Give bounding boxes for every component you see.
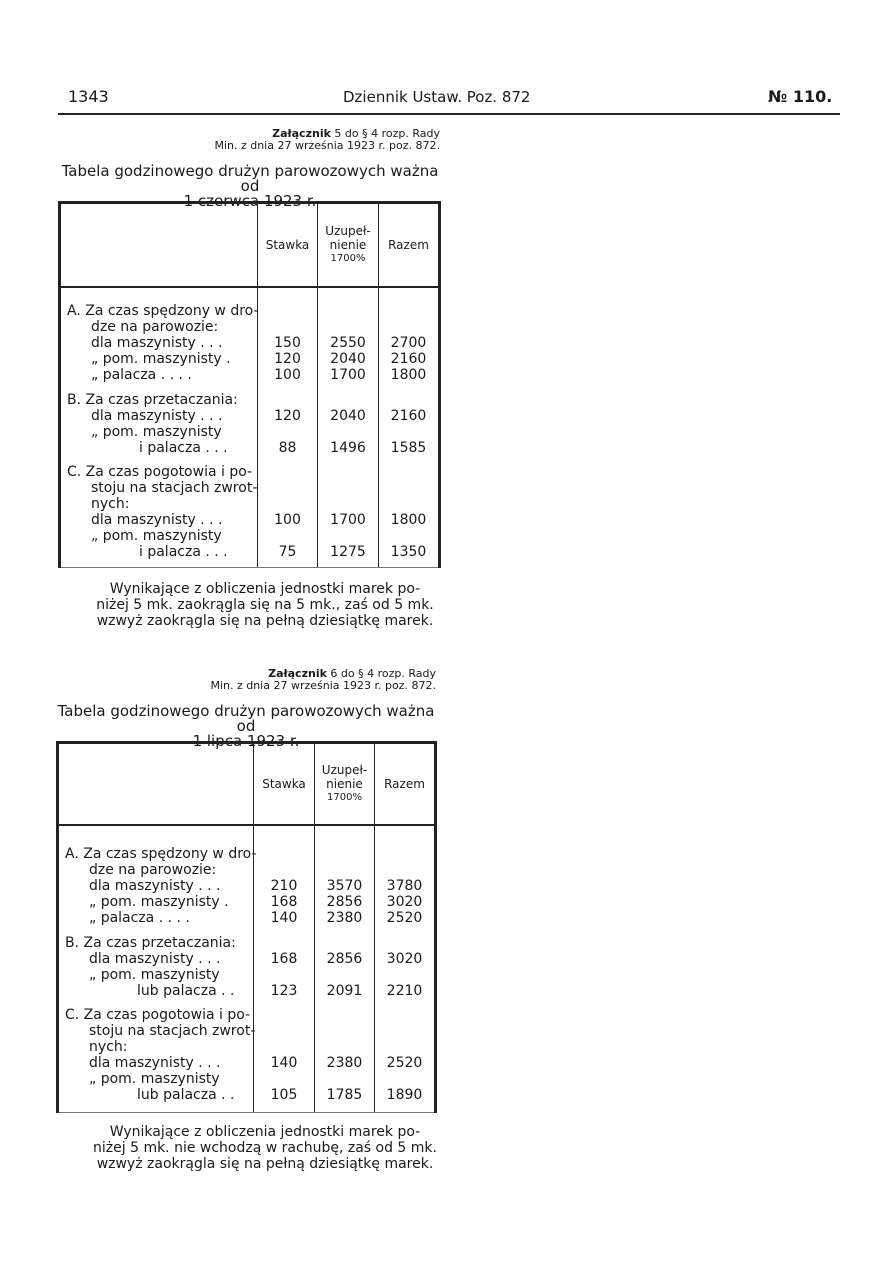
table-title-june: Tabela godzinowego drużyn parowozowych ważna od 1 czerwca 1923 r. (61, 162, 439, 210)
table-row: A. Za czas spędzony w dro- dze na parowozie: dla maszynisty . . . „ pom. maszynisty . „ palacza . . . . 150 120 100 2550 2040 1700 2700 2160 1800 (60, 303, 440, 392)
col-header-uzupelnienie: Uzupeł- nienie 1700% (315, 743, 375, 825)
col-header-stawka: Stawka (254, 743, 315, 825)
rounding-note-july: Wynikające z obliczenia jednostki marek po- niżej 5 mk. nie wchodzą w rachubę, zaś od 5 mk. wzwyż zaokrągla się na pełną dziesiątkę marek. (93, 1124, 437, 1172)
page-number: 1343 (68, 87, 109, 106)
page-header (0, 0, 893, 120)
wage-table-july (56, 741, 437, 1113)
header-blank-cell (58, 743, 254, 825)
table-title-july: Tabela godzinowego drużyn parowozowych ważna od 1 lipca 1923 r. (57, 702, 435, 750)
col-header-razem: Razem (379, 203, 440, 287)
table-row: C. Za czas pogotowia i po- stoju na stacjach zwrot- nych: dla maszynisty . . . „ pom. maszynisty i palacza . . . 100 75 1700 1275 1800 1350 (60, 464, 440, 568)
wage-table-june (58, 201, 441, 568)
table-row: B. Za czas przetaczania: dla maszynisty . . . „ pom. maszynisty i palacza . . . 120 88 2040 1496 2160 1585 (60, 392, 440, 464)
journal-title: Dziennik Ustaw. Poz. 872 (343, 88, 531, 106)
col-header-stawka: Stawka (258, 203, 318, 287)
table-row: B. Za czas przetaczania: dla maszynisty . . . „ pom. maszynisty lub palacza . . 168 123 2856 2091 3020 2210 (58, 935, 436, 1007)
header-blank-cell (60, 203, 258, 287)
attachment-note-5: Załącznik 5 do § 4 rozp. Rady Min. z dnia 27 września 1923 r. poz. 872. (214, 127, 440, 152)
header-rule (58, 113, 840, 115)
col-header-uzupelnienie: Uzupeł- nienie 1700% (318, 203, 379, 287)
table-row: C. Za czas pogotowia i po- stoju na stacjach zwrot- nych: dla maszynisty . . . „ pom. maszynisty lub palacza . . 140 105 2380 1785 2520 1890 (58, 1007, 436, 1113)
attachment-note-6: Załącznik 6 do § 4 rozp. Rady Min. z dnia 27 września 1923 r. poz. 872. (210, 667, 436, 692)
issue-number: № 110. (768, 87, 833, 106)
rounding-note-june: Wynikające z obliczenia jednostki marek po- niżej 5 mk. zaokrągla się na 5 mk., zaś od 5 mk. wzwyż zaokrągla się na pełną dziesiątkę marek. (96, 581, 434, 629)
col-header-razem: Razem (375, 743, 436, 825)
table-row: A. Za czas spędzony w dro- dze na parowozie: dla maszynisty . . . „ pom. maszynisty . „ palacza . . . . 210 168 140 3570 2856 2380 3780 3020 2520 (58, 846, 436, 935)
